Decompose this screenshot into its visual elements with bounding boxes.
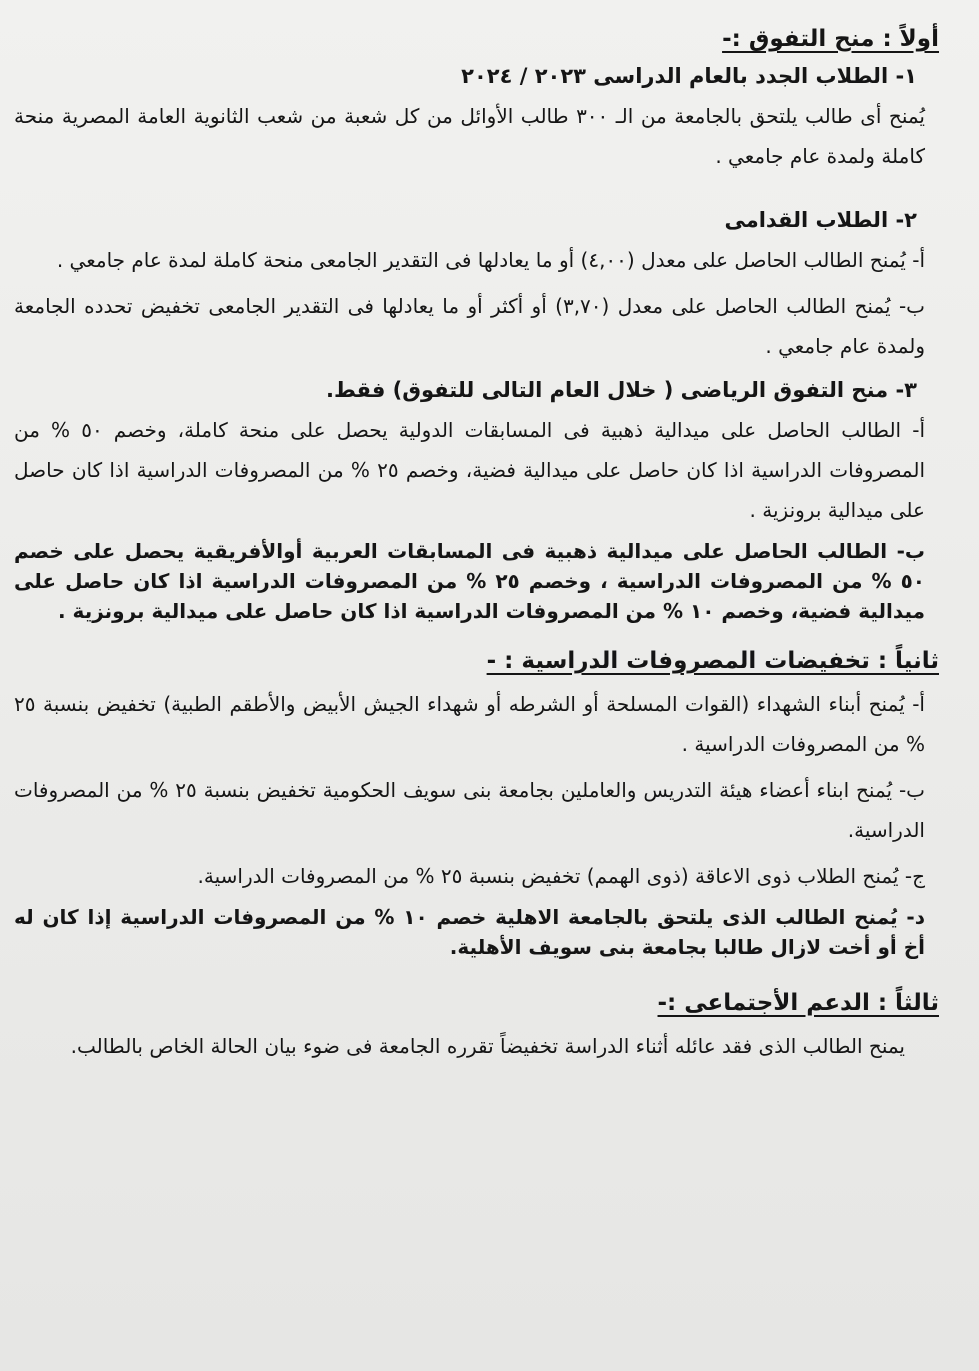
new-students-heading: ١- الطلاب الجدد بالعام الدراسى ٢٠٢٣ / ٢٠٢٤ [461,64,917,88]
discounts-item-d: د- يُمنح الطالب الذى يلتحق بالجامعة الاهلية خصم ١٠ % من المصروفات الدراسية إذا كان له أخ أو أخت لازال طالبا بجامعة بنى سويف الأهلية. [14,905,925,959]
old-students-item-b: ب- يُمنح الطالب الحاصل على معدل (٣,٧٠) أو أكثر أو ما يعادلها فى التقدير الجامعى تخفيض تحدده الجامعة ولمدة عام جامعي . [14,294,925,358]
discounts-item-c: ج- يُمنح الطلاب ذوى الاعاقة (ذوى الهمم) تخفيض بنسبة ٢٥ % من المصروفات الدراسية. [197,864,925,888]
sports-excellence-heading: ٣- منح التفوق الرياضى ( خلال العام التالى للتفوق) فقط. [325,378,917,402]
social-support-paragraph: يمنح الطالب الذى فقد عائله أثناء الدراسة تخفيضاً تقرره الجامعة فى ضوء بيان الحالة الخاص بالطالب. [70,1034,905,1058]
new-students-paragraph: يُمنح أى طالب يلتحق بالجامعة من الـ ٣٠٠ طالب الأوائل من كل شعبة من شعب الثانوية العامة المصرية منحة كاملة ولمدة عام جامعي . [14,104,925,168]
section-social-support-title: ثالثاً : الدعم الأجتماعى :- [657,990,939,1016]
discounts-item-a: أ- يُمنح أبناء الشهداء (القوات المسلحة أو الشرطه أو شهداء الجيش الأبيض والأطقم الطبية) تخفيض بنسبة ٢٥ % من المصروفات الدراسية . [14,692,925,756]
discounts-item-b: ب- يُمنح ابناء أعضاء هيئة التدريس والعاملين بجامعة بنى سويف الحكومية تخفيض بنسبة ٢٥ % من المصروفات الدراسية. [14,778,925,842]
old-students-item-a: أ- يُمنح الطالب الحاصل على معدل (٤,٠٠) أو ما يعادلها فى التقدير الجامعى منحة كاملة لمدة عام جامعي . [56,248,925,272]
old-students-heading: ٢- الطلاب القدامى [724,208,917,232]
sports-item-a: أ- الطالب الحاصل على ميدالية ذهبية فى المسابقات الدولية يحصل على منحة كاملة، وخصم ٥٠ % من المصروفات الدراسية اذا كان حاصل على ميدالية فضية، وخصم ٢٥ % من المصروفات الدراسية اذا كان حاصل على ميدالية برونزية . [14,418,926,522]
section-excellence-grants-title: أولاً : منح التفوق :- [722,26,939,52]
sports-item-b: ب- الطالب الحاصل على ميدالية ذهبية فى المسابقات العربية أوالأفريقية يحصل على خصم ٥٠ % من المصروفات الدراسية ، وخصم ٢٥ % من المصروفات الدراسية اذا كان حاصل على ميدالية فضية، وخصم ١٠ % من المصروفات الدراسية اذا كان حاصل على ميدالية برونزية . [14,539,925,623]
section-fee-discounts-title: ثانياً : تخفيضات المصروفات الدراسية : - [486,648,939,674]
